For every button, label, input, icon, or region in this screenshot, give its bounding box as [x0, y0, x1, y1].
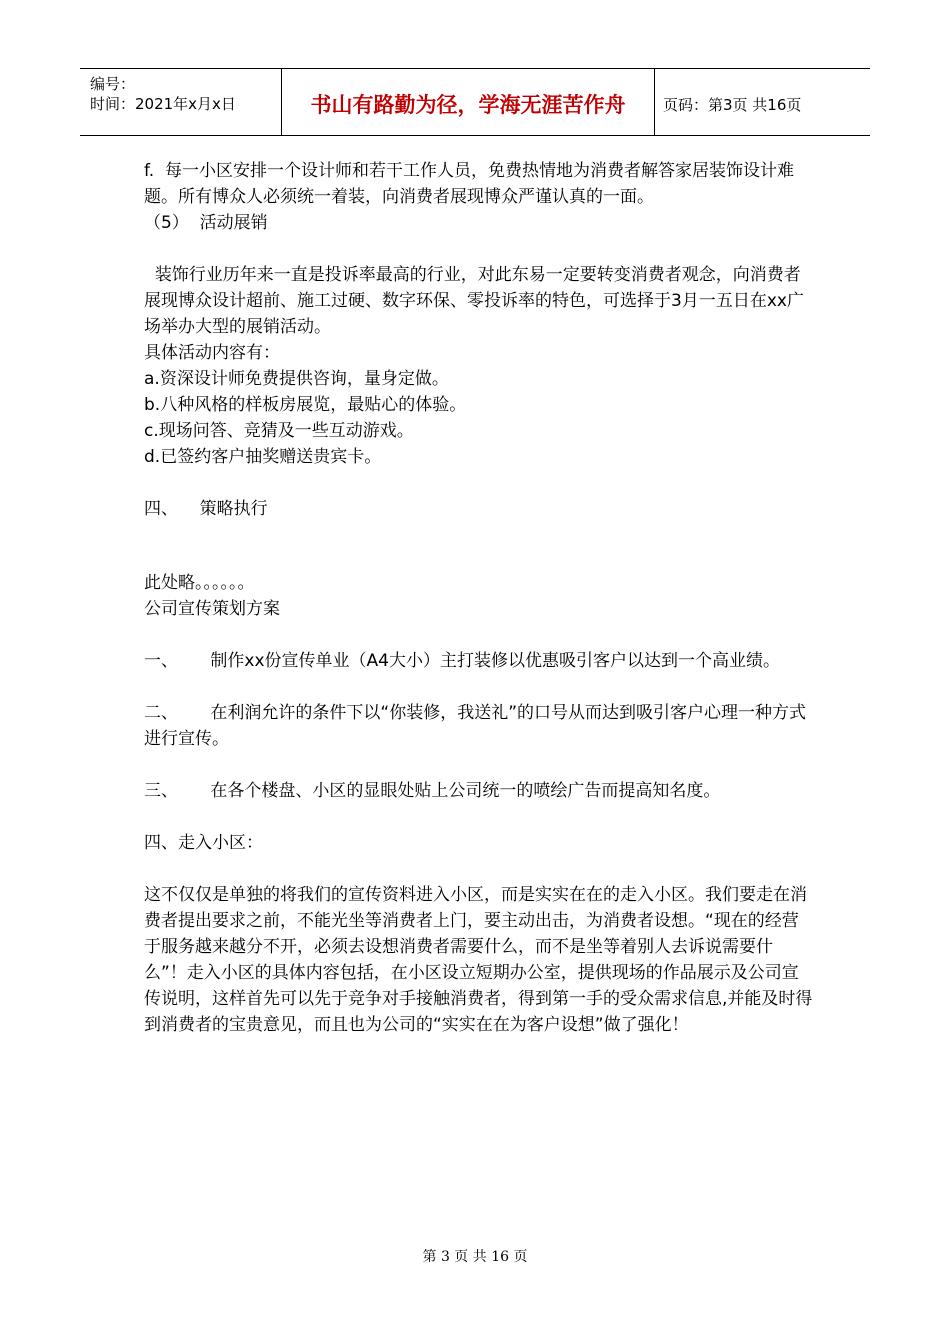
list-item: c.现场问答、竞猜及一些互动游戏。	[144, 421, 414, 441]
omitted-note: 此处略。。。。。。	[144, 573, 255, 593]
header-motto: 书山有路勤为径，学海无涯苦作舟	[282, 69, 655, 135]
header-page-info: 页码：第3页 共16页	[663, 95, 802, 114]
paragraph-community: 这不仅仅是单独的将我们的宣传资料进入小区，而是实实在在的走入小区。我们要走在消费者提出要求之前，不能光坐等消费者上门，要主动出击，为消费者设想。“现在的经营于服务越来越分不开，必须去设想消费者需要什么，而不是坐等着别人去诉说需要什么”！走入小区的具体内容包括，在小区设立短期办公室，提供现场的作品展示及公司宣传说明，这样首先可以先于竞争对手接触消费者，得到第一手的受众需求信息,并能及时得到消费者的宝贵意见，而且也为公司的“实实在在为客户设想”做了强化！	[144, 885, 813, 1035]
plan-item-3: 三、 在各个楼盘、小区的显眼处贴上公司统一的喷绘广告而提高知名度。	[144, 781, 721, 801]
plan-title: 公司宣传策划方案	[144, 599, 280, 619]
plan-item-1: 一、 制作xx份宣传单业（A4大小）主打装修以优惠吸引客户以达到一个高业绩。	[144, 651, 780, 671]
paragraph-intro: 装饰行业历年来一直是投诉率最高的行业，对此东易一定要转变消费者观念，向消费者展现博众设计超前、施工过硬、数字环保、零投诉率的特色，可选择于3月一五日在xx广场举办大型的展销活动。	[144, 265, 804, 337]
paragraph-f: f. 每一小区安排一个设计师和若干工作人员，免费热情地为消费者解答家居装饰设计难题。所有博众人必须统一着装，向消费者展现博众严谨认真的一面。	[144, 161, 794, 207]
list-item: a.资深设计师免费提供咨询，量身定做。	[144, 369, 449, 389]
header-meta	[80, 69, 282, 135]
page-header	[80, 68, 870, 136]
plan-item-2: 二、 在利润允许的条件下以“你装修，我送礼”的口号从而达到吸引客户心理一种方式进行宣传。	[144, 703, 807, 749]
list-item: b.八种风格的样板房展览，最贴心的体验。	[144, 395, 467, 415]
section-heading-exhibition: （5） 活动展销	[144, 213, 268, 233]
plan-item-4-heading: 四、走入小区：	[144, 833, 263, 853]
list-item: d.已签约客户抽奖赠送贵宾卡。	[144, 447, 382, 467]
document-body	[144, 158, 814, 1038]
page-footer: 第 3 页 共 16 页	[422, 1249, 528, 1265]
doc-number-label: 编号：	[90, 75, 136, 93]
section-heading-strategy: 四、 策略执行	[144, 499, 268, 519]
doc-time-label: 时间：2021年x月x日	[90, 95, 236, 113]
activity-list-heading: 具体活动内容有：	[144, 343, 280, 363]
